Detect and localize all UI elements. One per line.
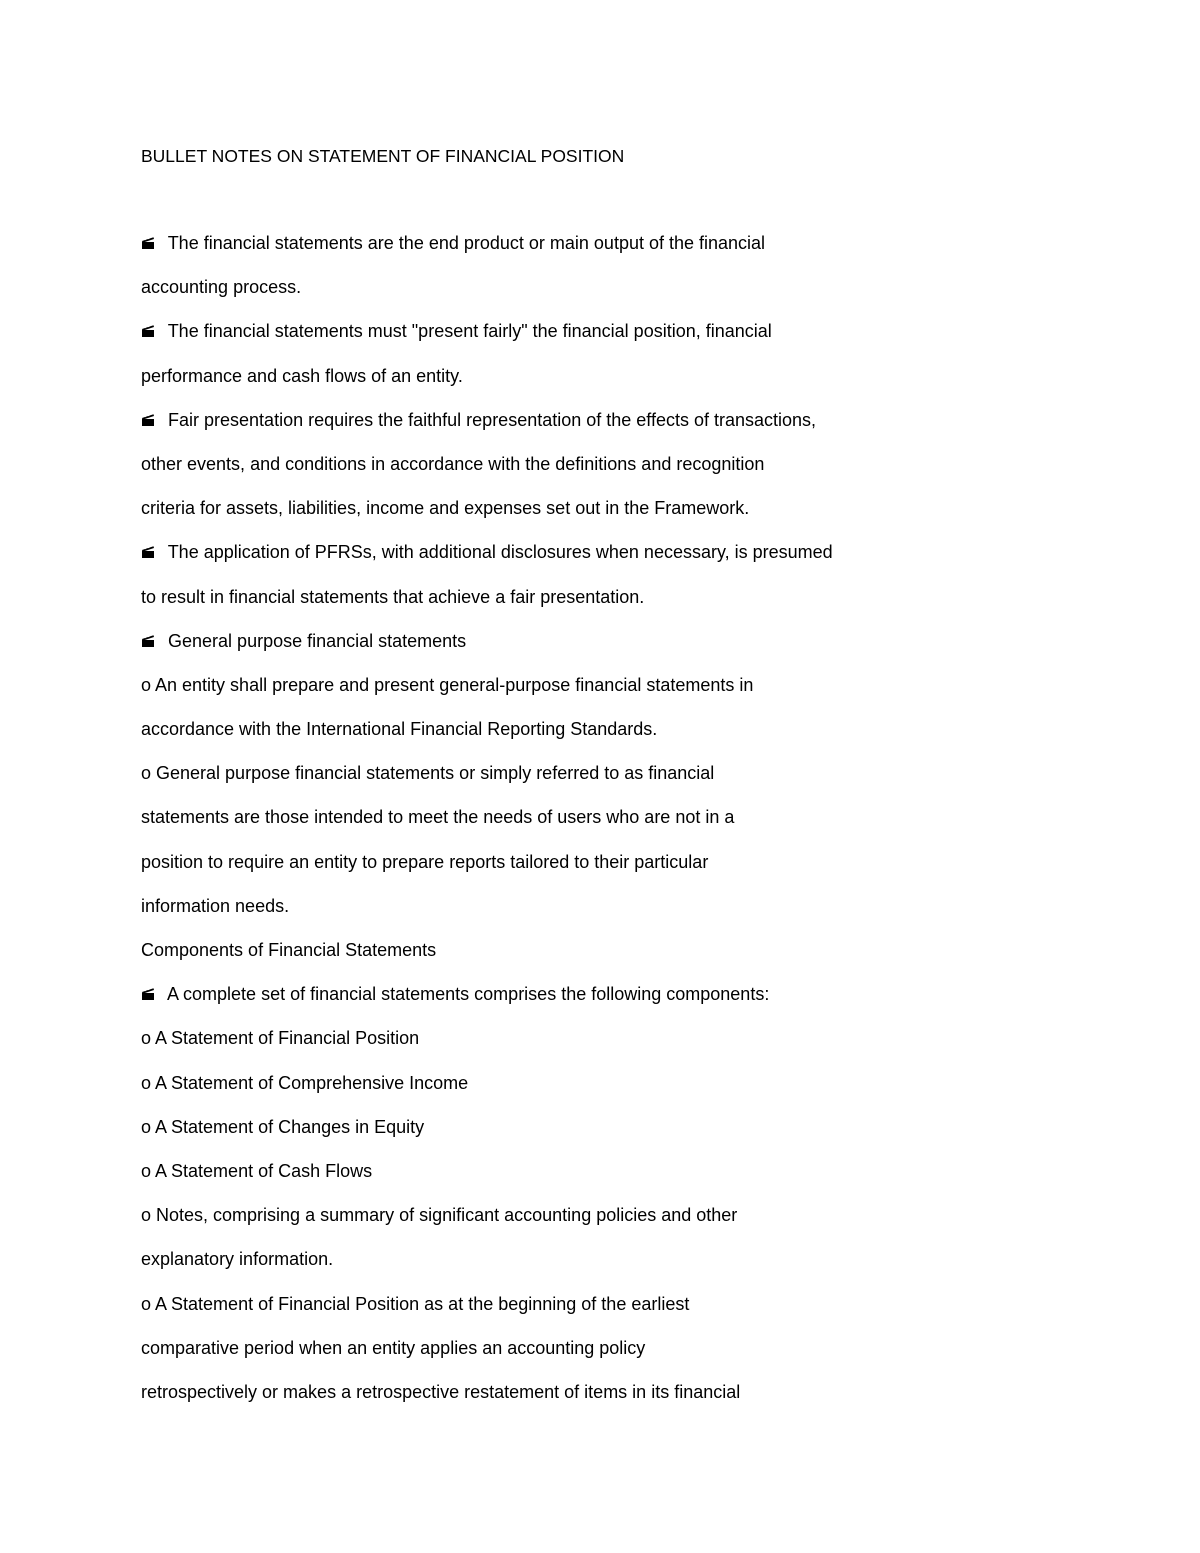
text-line: [141, 583, 1141, 627]
text-line: [141, 936, 1141, 980]
text-line: [141, 1290, 1141, 1334]
line-text: o A Statement of Changes in Equity: [141, 1116, 425, 1137]
text-line: [141, 362, 1141, 406]
clapperboard-bullet-icon: [141, 236, 155, 250]
line-text: accounting process.: [141, 277, 302, 298]
line-text: Fair presentation requires the faithful representation of the effects of transactions,: [168, 409, 817, 430]
text-line: [141, 1245, 1141, 1289]
text-line: [141, 450, 1141, 494]
text-line: [141, 627, 1141, 671]
clapperboard-bullet-icon: [141, 324, 155, 338]
line-text: General purpose financial statements: [168, 630, 467, 651]
text-line: [141, 671, 1141, 715]
text-line: [141, 406, 1141, 450]
line-text: o A Statement of Cash Flows: [141, 1160, 373, 1181]
clapperboard-bullet-icon: [141, 634, 155, 648]
line-text: explanatory information.: [141, 1249, 334, 1270]
line-text: other events, and conditions in accordance with the definitions and recognition: [141, 453, 765, 474]
clapperboard-bullet-icon: [141, 545, 155, 559]
line-text: position to require an entity to prepare reports tailored to their particular: [141, 851, 709, 872]
text-line: [141, 538, 1141, 582]
line-text: criteria for assets, liabilities, income and expenses set out in the Framework.: [141, 498, 750, 519]
text-line: [141, 1113, 1141, 1157]
line-text: o A Statement of Financial Position as at the beginning of the earliest: [141, 1293, 690, 1314]
line-text: to result in financial statements that achieve a fair presentation.: [141, 586, 645, 607]
line-text: performance and cash flows of an entity.: [141, 365, 463, 386]
line-text: A complete set of financial statements comprises the following components:: [167, 984, 770, 1005]
text-line: [141, 1378, 1141, 1422]
line-text: o A Statement of Comprehensive Income: [141, 1072, 469, 1093]
line-text: retrospectively or makes a retrospective restatement of items in its financial: [141, 1381, 741, 1402]
line-text: The financial statements must "present fairly" the financial position, financial: [167, 321, 772, 342]
text-line: [141, 317, 1141, 361]
line-text: o An entity shall prepare and present general-purpose financial statements in: [141, 674, 754, 695]
line-text: The application of PFRSs, with additional disclosures when necessary, is presumed: [167, 542, 833, 563]
text-line: [141, 715, 1141, 759]
line-text: Components of Financial Statements: [141, 940, 437, 960]
document-body: [141, 142, 1141, 1422]
text-line: [141, 1024, 1141, 1068]
document-lines: [141, 229, 1141, 1422]
line-text: accordance with the International Financial Reporting Standards.: [141, 719, 658, 740]
text-line: [141, 759, 1141, 803]
text-line: [141, 980, 1141, 1024]
text-line: [141, 1201, 1141, 1245]
clapperboard-bullet-icon: [141, 413, 155, 427]
line-text: o Notes, comprising a summary of significant accounting policies and other: [141, 1205, 738, 1226]
line-text: The financial statements are the end product or main output of the financial: [167, 233, 766, 253]
text-line: [141, 1334, 1141, 1378]
line-text: statements are those intended to meet the needs of users who are not in a: [141, 807, 735, 828]
line-text: o A Statement of Financial Position: [141, 1028, 420, 1049]
text-line: [141, 803, 1141, 847]
text-line: [141, 229, 1141, 273]
clapperboard-bullet-icon: [141, 987, 155, 1001]
text-line: [141, 1157, 1141, 1201]
line-text: o General purpose financial statements or simply referred to as financial: [141, 763, 715, 784]
line-text: information needs.: [141, 895, 290, 916]
text-line: [141, 494, 1141, 538]
text-line: [141, 273, 1141, 317]
document-title: BULLET NOTES ON STATEMENT OF FINANCIAL POSITION: [141, 146, 625, 166]
text-line: [141, 892, 1141, 936]
text-line: [141, 848, 1141, 892]
text-line: [141, 1069, 1141, 1113]
line-text: comparative period when an entity applies an accounting policy: [141, 1337, 646, 1358]
